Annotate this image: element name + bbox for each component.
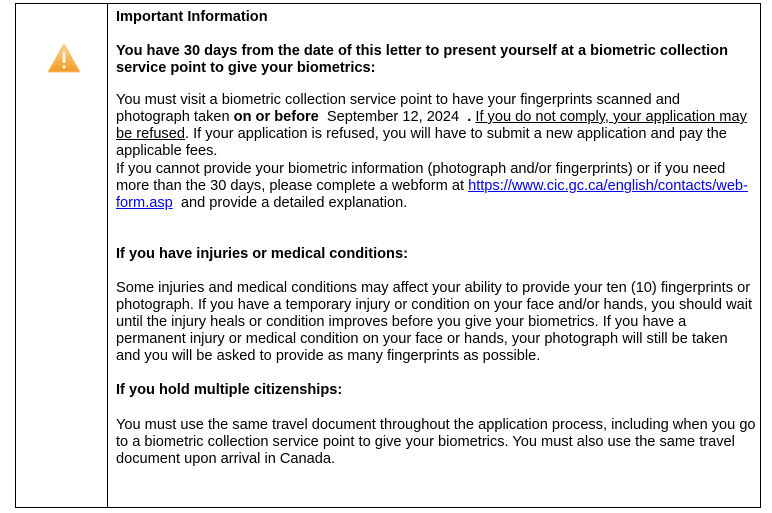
p2-text-b: and provide a detailed explanation. bbox=[172, 195, 408, 211]
biometrics-deadline-paragraph bbox=[116, 92, 756, 160]
p1-refusal-warning: If you do not comply, your application may be refused bbox=[116, 109, 747, 142]
citizenships-body: You must use the same travel document throughout the application process, including when you go to a biometric collection service point to give your biometrics. You must also use the same travel document upon arrival in Canada. bbox=[116, 417, 756, 467]
injuries-heading: If you have injuries or medical conditions: bbox=[116, 246, 408, 262]
column-divider bbox=[107, 4, 108, 507]
webform-paragraph bbox=[116, 161, 756, 212]
p1-text-e: . If your application is refused, you will have to submit a new application and pay the applicable fees. bbox=[116, 126, 727, 159]
citizenships-heading: If you hold multiple citizenships: bbox=[116, 382, 343, 398]
injuries-body: Some injuries and medical conditions may affect your ability to provide your ten (10) fingerprints or photograph. If you have a temporary injury or condition on your face and/or hands, you should wait until the injury heals or condition improves before you give your biometrics. If you have a permanent injury or medical condition on your face or hands, your photograph will still be taken and you will be asked to provide as many fingerprints as possible. bbox=[116, 280, 753, 364]
p1-on-or-before: on or before bbox=[233, 109, 319, 125]
warning-triangle-icon bbox=[46, 42, 82, 74]
p2-text-a: If you cannot provide your biometric information (photograph and/or fingerprints) or if you need more than the 30 days, please complete a webform at bbox=[116, 161, 726, 194]
notice-table bbox=[15, 3, 761, 508]
icon-cell bbox=[16, 4, 107, 507]
p1-date: September 12, 2024 bbox=[318, 109, 468, 125]
webform-link[interactable]: https://www.cic.gc.ca/english/contacts/web-form.asp bbox=[116, 178, 748, 211]
p1-period: . bbox=[467, 109, 472, 125]
important-subtitle: You have 30 days from the date of this letter to present yourself at a biometric collection service point to give your biometrics: bbox=[116, 43, 729, 76]
p1-text-a: You must visit a biometric collection service point to have your fingerprints scanned and photograph taken bbox=[116, 92, 681, 125]
important-title: Important Information bbox=[116, 9, 268, 25]
